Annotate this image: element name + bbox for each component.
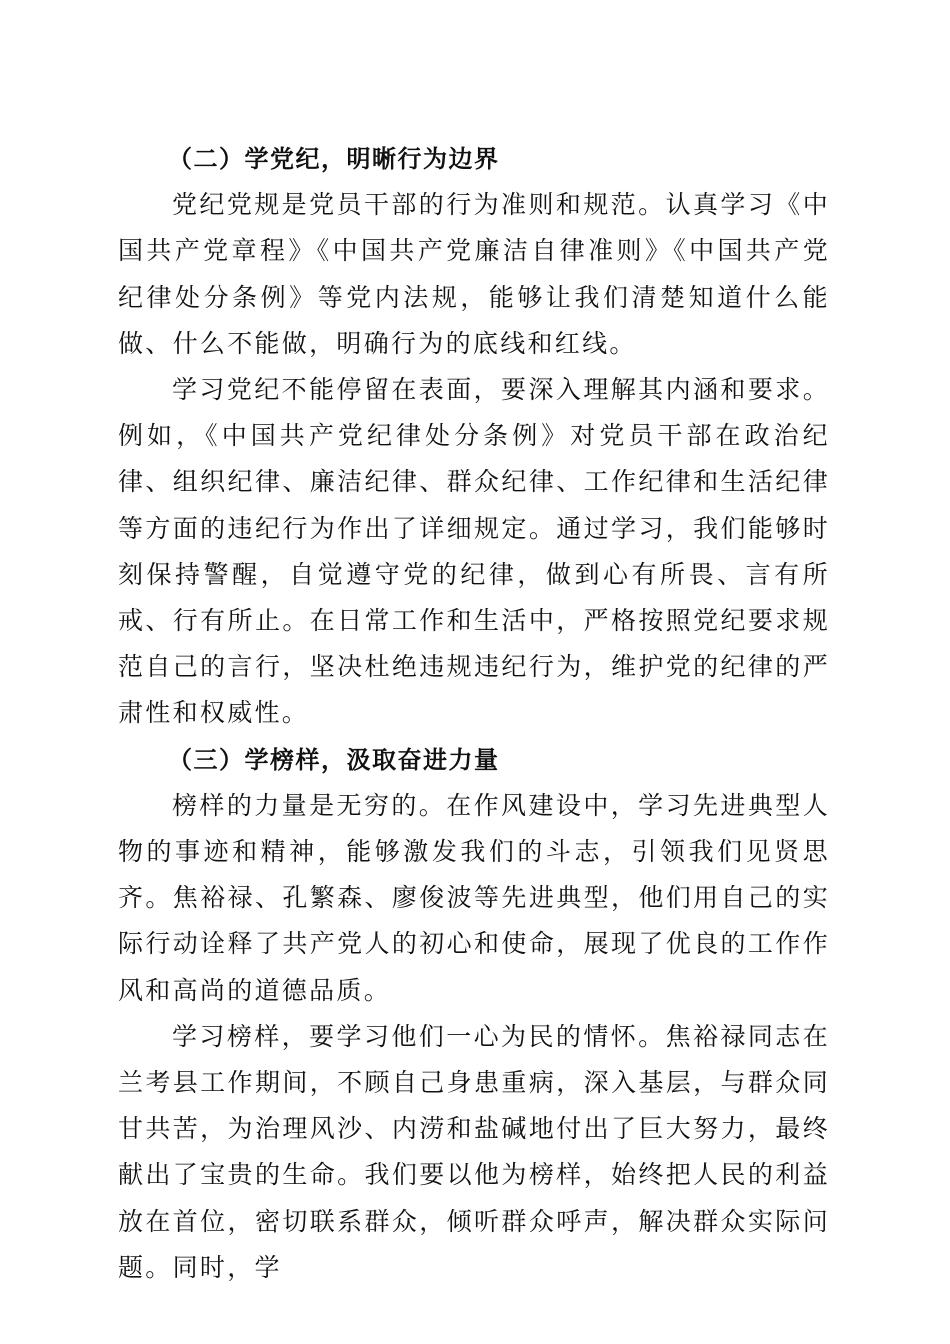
paragraph-discipline-rules: 党纪党规是党员干部的行为准则和规范。认真学习《中国共产党章程》《中国共产党廉洁自律准则》《中国共产党纪律处分条例》等党内法规，能够让我们清楚知道什么能做、什么不能做，明确行为的底线和红线。 (118, 190, 830, 358)
document-page (118, 136, 830, 1291)
paragraph-role-models-power: 榜样的力量是无穷的。在作风建设中，学习先进典型人物的事迹和精神，能够激发我们的斗志，引领我们见贤思齐。焦裕禄、孔繁森、廖俊波等先进典型，他们用自己的实际行动诠释了共产党人的初心和使命，展现了优良的工作作风和高尚的道德品质。 (118, 790, 830, 1005)
section-heading-role-models: （三）学榜样，汲取奋进力量 (168, 744, 500, 774)
section-heading-discipline: （二）学党纪，明晰行为边界 (168, 144, 500, 173)
paragraph-role-models-study: 学习榜样，要学习他们一心为民的情怀。焦裕禄同志在兰考县工作期间，不顾自己身患重病，深入基层，与群众同甘共苦，为治理风沙、内涝和盐碱地付出了巨大努力，最终献出了宝贵的生命。我们要以他为榜样，始终把人民的利益放在首位，密切联系群众，倾听群众呼声，解决群众实际问题。同时，学 (118, 1021, 830, 1282)
paragraph-discipline-study: 学习党纪不能停留在表面，要深入理解其内涵和要求。例如，《中国共产党纪律处分条例》对党员干部在政治纪律、组织纪律、廉洁纪律、群众纪律、工作纪律和生活纪律等方面的违纪行为作出了详细规定。通过学习，我们能够时刻保持警醒，自觉遵守党的纪律，做到心有所畏、言有所戒、行有所止。在日常工作和生活中，严格按照党纪要求规范自己的言行，坚决杜绝违规违纪行为，维护党的纪律的严肃性和权威性。 (118, 375, 830, 728)
